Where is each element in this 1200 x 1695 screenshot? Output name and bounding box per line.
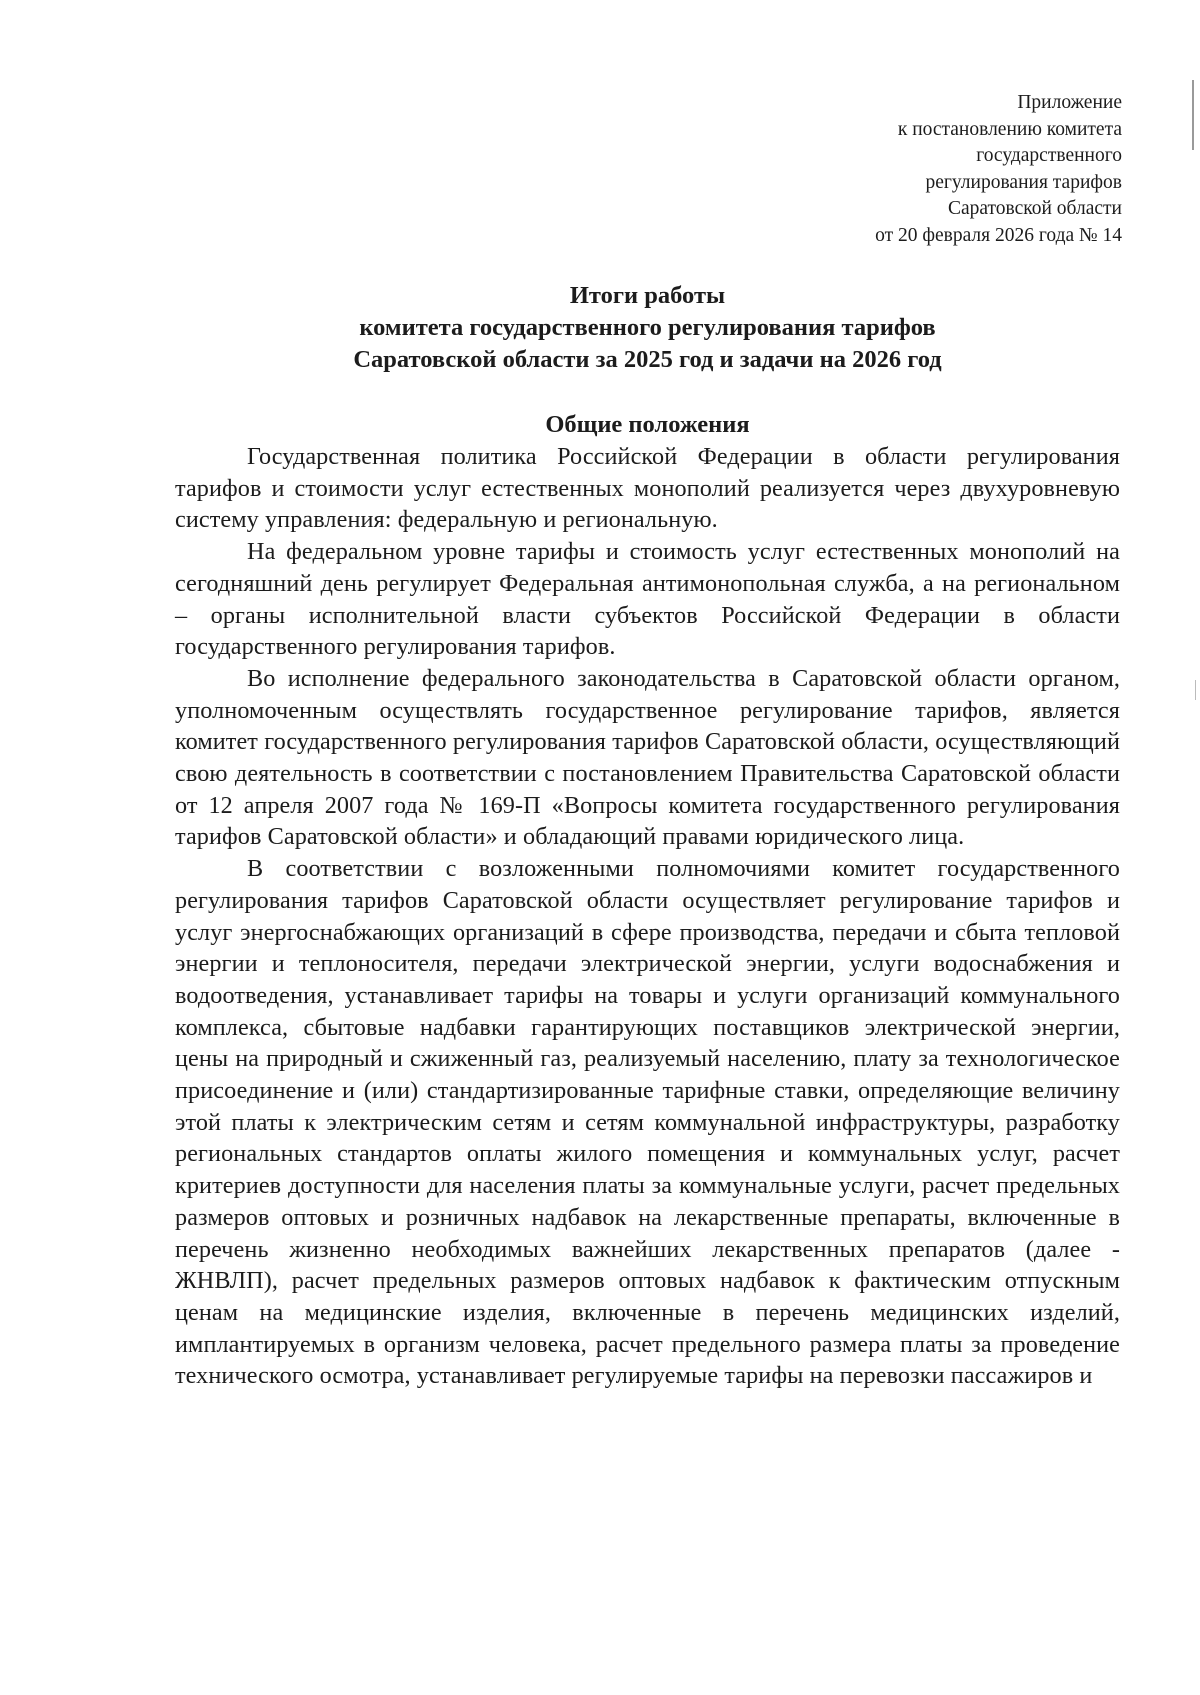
paragraph: Во исполнение федерального законодательства в Саратовской области органом, уполномоченным осуществлять государственное регулирование тарифов, является комитет государственного регулирования тарифов Саратовской области, осуществляющий свою деятельность в соответствии с постановлением Правительства Саратовской области от 12 апреля 2007 года № 169-П «Вопросы комитета государственного регулирования тарифов Саратовской области» и обладающий правами юридического лица.	[175, 664, 1120, 851]
paragraph: На федеральном уровне тарифы и стоимость услуг естественных монополий на сегодняшний день регулирует Федеральная антимонопольная служба, а на региональном – органы исполнительной власти субъектов Российской Федерации в области государственного регулирования тарифов.	[175, 538, 1120, 661]
appendix-line: регулирования тарифов	[925, 171, 1122, 193]
appendix-header	[875, 90, 1122, 249]
title-line: Саратовской области за 2025 год и задачи на 2026 год	[353, 346, 942, 373]
title-line: Итоги работы	[569, 282, 726, 309]
appendix-line: Саратовской области	[947, 198, 1122, 219]
document-title	[175, 280, 1120, 376]
appendix-line: государственного	[976, 145, 1122, 166]
scan-edge-mark	[1195, 680, 1196, 700]
appendix-line: к постановлению комитета	[897, 118, 1122, 140]
paragraph: Государственная политика Российской Федерации в области регулирования тарифов и стоимости услуг естественных монополий реализуется через двухуровневую систему управления: федеральную и региональную.	[175, 443, 1120, 534]
scan-edge-mark	[1192, 80, 1194, 150]
appendix-line: от 20 февраля 2026 года № 14	[875, 224, 1122, 246]
appendix-line: Приложение	[1017, 92, 1122, 113]
paragraph: В соответствии с возложенными полномочиями комитет государственного регулирования тарифов Саратовской области осуществляет регулирование тарифов и услуг энергоснабжающих организаций в сфере производства, передачи и сбыта тепловой энергии и теплоносителя, передачи электрической энергии, услуги водоснабжения и водоотведения, устанавливает тарифы на товары и услуги организаций коммунального комплекса, сбытовые надбавки гарантирующих поставщиков электрической энергии, цены на природный и сжиженный газ, реализуемый населению, плату за технологическое присоединение и (или) стандартизированные тарифные ставки, определяющие величину этой платы к электрическим сетям и сетям коммунальной инфраструктуры, разработку региональных стандартов оплаты жилого помещения и коммунальных услуг, расчет критериев доступности для населения платы за коммунальные услуги, расчет предельных размеров оптовых и розничных надбавок на лекарственные препараты, включенные в перечень жизненно необходимых важнейших лекарственных препаратов (далее - ЖНВЛП), расчет предельных размеров оптовых надбавок к фактическим отпускным ценам на медицинские изделия, включенные в перечень медицинских изделий, имплантируемых в организм человека, расчет предельного размера платы за проведение технического осмотра, устанавливает регулируемые тарифы на перевозки пассажиров и	[175, 855, 1120, 1390]
section-heading: Общие положения	[545, 411, 750, 438]
title-line: комитета государственного регулирования тарифов	[359, 314, 936, 341]
section-body	[175, 441, 1120, 1392]
